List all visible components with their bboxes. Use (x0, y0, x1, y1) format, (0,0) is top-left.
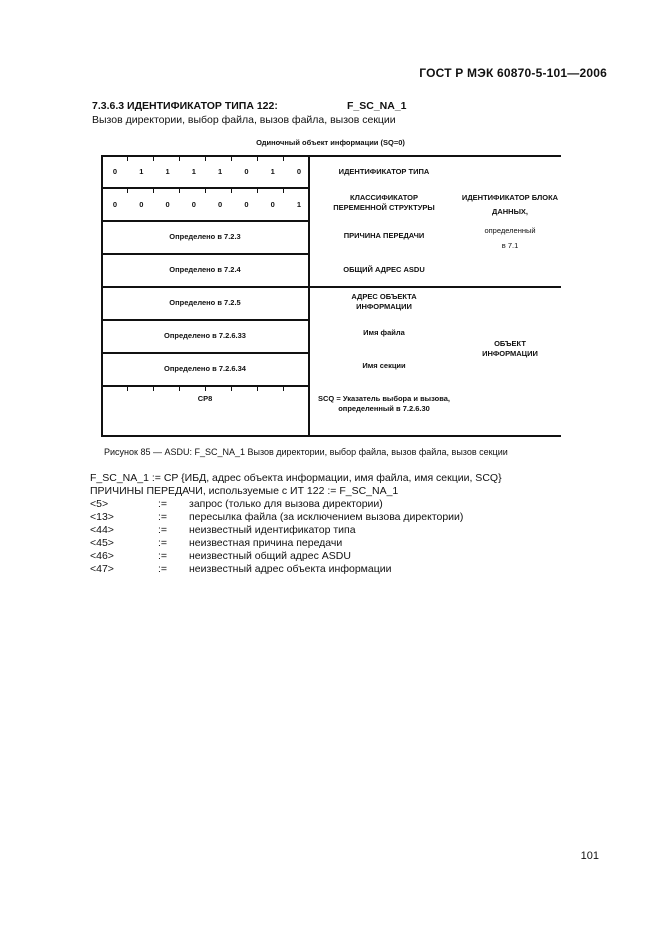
row-divider (101, 253, 309, 255)
asdu-diagram (101, 155, 561, 437)
bit-value: 0 (139, 200, 144, 209)
cause-text: пересылка файла (за исключением вызова директории) (189, 511, 464, 523)
bit-value: 1 (218, 167, 223, 176)
cot-definition: Определено в 7.2.3 (169, 232, 241, 241)
bit-tick (179, 187, 180, 193)
cause-text: неизвестный общий адрес ASDU (189, 550, 351, 562)
cause-code: <44> (90, 524, 114, 536)
bit-tick (127, 187, 128, 193)
ioa-label: АДРЕС ОБЪЕКТА ИНФОРМАЦИИ (351, 292, 417, 312)
bit-tick (205, 187, 206, 193)
list-item (90, 511, 463, 524)
type-id-bits (101, 167, 309, 176)
row-divider (101, 220, 309, 222)
cause-operator: := (158, 498, 168, 510)
bit-value: 0 (296, 167, 302, 176)
bit-tick (283, 155, 284, 161)
bit-tick (283, 385, 284, 391)
definition-block (90, 472, 502, 498)
bit-value: 0 (112, 167, 118, 176)
section-code: F_SC_NA_1 (347, 100, 407, 112)
cause-operator: := (158, 550, 168, 562)
list-item (90, 550, 463, 563)
cause-text: неизвестная причина передачи (189, 537, 343, 549)
cause-operator: := (158, 511, 168, 523)
bit-tick (127, 155, 128, 161)
section-title: 7.3.6.3 ИДЕНТИФИКАТОР ТИПА 122: (92, 100, 278, 112)
diagram-bottom-line (101, 435, 561, 437)
list-item (90, 537, 463, 550)
cot-label: ПРИЧИНА ПЕРЕДАЧИ (343, 231, 425, 240)
data-unit-identifier-label: ИДЕНТИФИКАТОР БЛОКА ДАННЫХ, (461, 193, 559, 217)
page-number: 101 (580, 850, 599, 862)
bit-tick (153, 385, 154, 391)
cause-text: запрос (только для вызова директории) (189, 498, 383, 510)
cause-operator: := (158, 563, 168, 575)
bit-value: 0 (218, 200, 223, 209)
bit-tick (205, 385, 206, 391)
file-name-label: Имя файла (363, 328, 405, 337)
figure-caption: Рисунок 85 — ASDU: F_SC_NA_1 Вызов директории, выбор файла, вызов файла, вызов секции (104, 447, 508, 457)
dui-section-ref: в 7.1 (501, 241, 519, 251)
bit-value: 1 (191, 167, 196, 176)
bit-tick (205, 155, 206, 161)
type-id-label: ИДЕНТИФИКАТОР ТИПА (338, 167, 430, 176)
row-divider (101, 352, 309, 354)
bit-value: 0 (112, 200, 118, 209)
bit-tick (179, 155, 180, 161)
bit-value: 0 (191, 200, 196, 209)
section-name-definition: Определено в 7.2.6.34 (164, 364, 246, 373)
bit-value: 1 (296, 200, 302, 209)
cause-text: неизвестный идентификатор типа (189, 524, 356, 536)
bit-tick (283, 187, 284, 193)
cause-operator: := (158, 524, 168, 536)
cause-operator: := (158, 537, 168, 549)
bit-tick (257, 155, 258, 161)
cause-code: <47> (90, 563, 114, 575)
bit-value: 0 (244, 200, 249, 209)
vsq-label: КЛАССИФИКАТОР ПЕРЕМЕННОЙ СТРУКТУРЫ (333, 193, 435, 213)
bit-value: 1 (270, 167, 275, 176)
document-header: ГОСТ Р МЭК 60870-5-101—2006 (419, 66, 607, 80)
ioa-definition: Определено в 7.2.5 (169, 298, 241, 307)
section-name-label: Имя секции (362, 361, 406, 370)
vsq-bits (101, 200, 309, 209)
bit-tick (153, 187, 154, 193)
row-divider (101, 319, 309, 321)
information-object-label: ОБЪЕКТ ИНФОРМАЦИИ (482, 339, 538, 359)
cause-code: <45> (90, 537, 114, 549)
bit-value: 0 (165, 200, 170, 209)
bit-tick (231, 385, 232, 391)
bit-tick (231, 155, 232, 161)
cause-code: <46> (90, 550, 114, 562)
list-item (90, 563, 463, 576)
cause-code: <13> (90, 511, 114, 523)
section-description: Вызов директории, выбор файла, вызов файла, вызов секции (92, 114, 396, 126)
row-divider (101, 286, 561, 288)
bit-value: 1 (165, 167, 170, 176)
dui-defined-text: определенный (484, 226, 536, 235)
asdu-address-definition: Определено в 7.2.4 (169, 265, 241, 274)
asdu-address-label: ОБЩИЙ АДРЕС ASDU (343, 265, 425, 274)
bit-tick (153, 155, 154, 161)
file-name-definition: Определено в 7.2.6.33 (164, 331, 246, 340)
list-item (90, 498, 463, 511)
data-unit-identifier-ref (459, 226, 561, 251)
bit-tick (257, 385, 258, 391)
bit-tick (179, 385, 180, 391)
diagram-top-line (101, 155, 561, 157)
cause-text: неизвестный адрес объекта информации (189, 563, 392, 575)
list-item (90, 524, 463, 537)
causes-list (90, 498, 463, 576)
bit-tick (257, 187, 258, 193)
causes-title: ПРИЧИНЫ ПЕРЕДАЧИ, используемые с ИТ 122 := F_SC_NA_1 (90, 485, 399, 497)
bit-tick (127, 385, 128, 391)
diagram-title: Одиночный объект информации (SQ=0) (256, 138, 405, 147)
scq-label: SCQ = Указатель выбора и вызова, определенный в 7.2.6.30 (318, 394, 450, 414)
cp8-label: CP8 (197, 394, 213, 403)
bit-tick (231, 187, 232, 193)
cause-code: <5> (90, 498, 109, 510)
asdu-formula: F_SC_NA_1 := CP {ИБД, адрес объекта информации, имя файла, имя секции, SCQ} (90, 472, 502, 484)
bit-value: 0 (244, 167, 249, 176)
bit-value: 1 (139, 167, 144, 176)
bit-value: 0 (270, 200, 275, 209)
